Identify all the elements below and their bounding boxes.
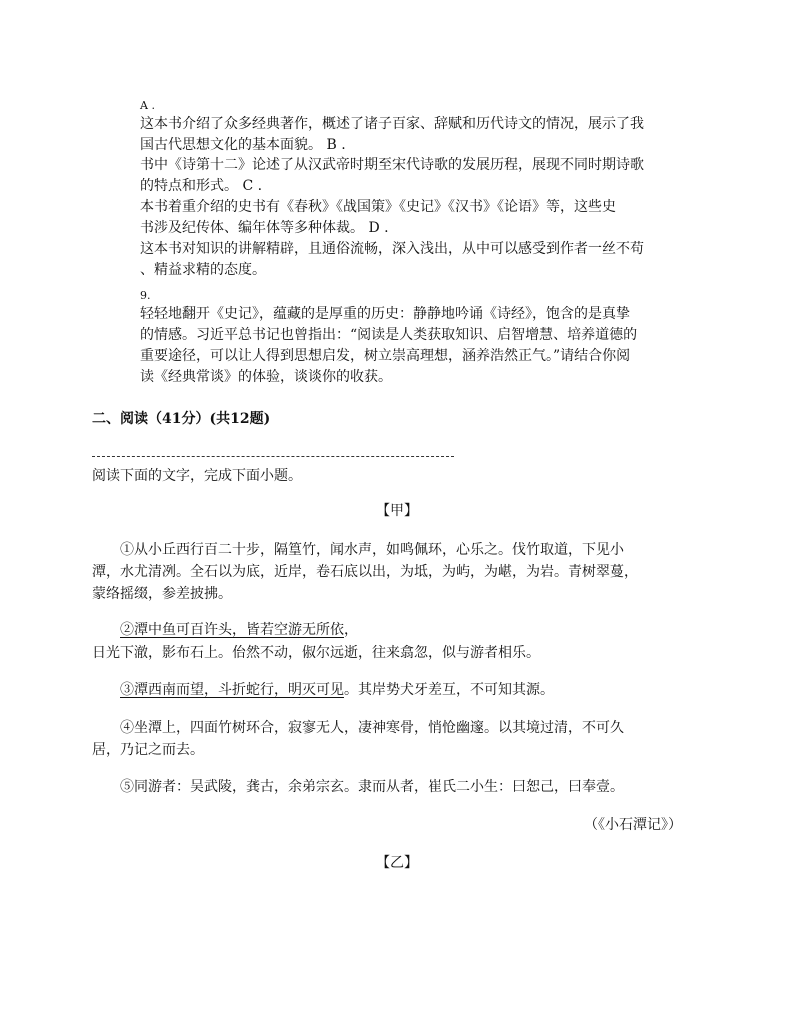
option-c-line1: 本书着重介绍的史书有《春秋》《战国策》《史记》《汉书》《论语》等，这些史 (140, 199, 616, 215)
paragraph-2-line1 (120, 620, 358, 640)
paragraph-3-underlined-sentence: ③潭西南而望，斗折蛇行，明灭可见 (120, 682, 344, 698)
paragraph-2-comma: ， (344, 622, 358, 638)
option-d-line2: 、精益求精的态度。 (140, 262, 266, 278)
paragraph-2-line2: 日光下澈，影布石上。佁然不动，俶尔远逝，往来翕忽，似与游者相乐。 (92, 645, 540, 661)
paragraph-3-rest: 。其岸势犬牙差互，不可知其源。 (344, 682, 554, 698)
option-a-line1: 这本书介绍了众多经典著作，概述了诸子百家、辞赋和历代诗文的情况，展示了我 (140, 116, 644, 132)
question-9-line4: 读《经典常谈》的体验，谈谈你的收获。 (140, 369, 392, 385)
paragraph-4-line2: 居，乃记之而去。 (92, 742, 204, 758)
option-c-line2: 书涉及纪传体、编年体等多种体裁。 D . (140, 220, 389, 236)
question-9-line3: 重要途径，可以让人得到思想启发，树立崇高理想，涵养浩然正气。”请结合你阅 (140, 348, 631, 364)
paragraph-2-underlined-sentence: ②潭中鱼可百许头，皆若空游无所依 (120, 622, 344, 638)
paragraph-5-line1: ⑤同游者：吴武陵，龚古，余弟宗玄。隶而从者，崔氏二小生：曰恕己，曰奉壹。 (120, 779, 624, 795)
option-b-line2: 的特点和形式。 C . (140, 178, 263, 194)
question-9-line2: 的情感。习近平总书记也曾指出：“阅读是人类获取知识、启智增慧、培养道德的 (140, 327, 638, 343)
section-2-title: 二、阅读（41分）(共12题) (92, 411, 271, 427)
passage-source: （《小石潭记》） (584, 817, 682, 833)
reading-instruction: 阅读下面的文字，完成下面小题。 (92, 468, 302, 484)
passage-jia-heading: 【甲】 (376, 503, 418, 519)
option-a-label: A . (140, 99, 155, 112)
paragraph-1-line2: 潭，水尤清冽。全石以为底，近岸，卷石底以出，为坻，为屿，为嵁，为岩。青树翠蔓， (92, 564, 638, 580)
paragraph-3-line1 (120, 680, 554, 700)
paragraph-4-line1: ④坐潭上，四面竹树环合，寂寥无人，凄神寒骨，悄怆幽邃。以其境过清，不可久 (120, 720, 624, 736)
dashed-divider (92, 456, 454, 457)
question-9-line1: 轻轻地翻开《史记》，蕴藏的是厚重的历史：静静地吟诵《诗经》，饱含的是真挚 (140, 306, 630, 322)
paragraph-1-line1: ①从小丘西行百二十步，隔篁竹，闻水声，如鸣佩环，心乐之。伐竹取道，下见小 (120, 542, 624, 558)
option-d-line1: 这本书对知识的讲解精辟，且通俗流畅，深入浅出，从中可以感受到作者一丝不苟 (140, 241, 644, 257)
paragraph-1-line3: 蒙络摇缀，参差披拂。 (92, 586, 232, 602)
passage-yi-heading: 【乙】 (376, 855, 418, 871)
question-9-number: 9. (140, 289, 151, 302)
option-a-line2: 国古代思想文化的基本面貌。 B . (140, 137, 346, 153)
option-b-line1: 书中《诗第十二》论述了从汉武帝时期至宋代诗歌的发展历程，展现不同时期诗歌 (140, 157, 644, 173)
